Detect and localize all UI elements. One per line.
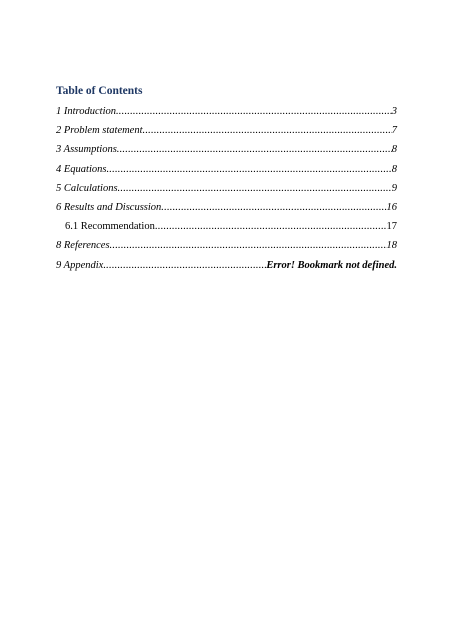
toc-entry-recommendation[interactable] (56, 217, 397, 236)
toc-page-number-error: Error! Bookmark not defined. (266, 259, 397, 271)
toc-entry-assumptions[interactable] (56, 140, 397, 159)
toc-dot-leader (117, 140, 392, 159)
toc-dot-leader (103, 256, 266, 275)
toc-page-number: 9 (391, 182, 397, 194)
toc-entry-appendix[interactable] (56, 256, 397, 275)
toc-page-number: 16 (386, 201, 397, 213)
toc-entry-title: 8 References (56, 240, 110, 252)
toc-dot-leader (155, 217, 387, 236)
toc-entry-title: 3 Assumptions (56, 144, 117, 156)
toc-dot-leader (106, 160, 391, 179)
toc-entry-title: 9 Appendix (56, 259, 104, 271)
toc-entry-title: 5 Calculations (56, 182, 118, 194)
toc-entry-references[interactable] (56, 236, 397, 255)
toc-dot-leader (110, 236, 387, 255)
toc-page-number: 8 (391, 144, 397, 156)
toc-entry-problem-statement[interactable] (56, 121, 397, 140)
toc-entry-title: 6.1 Recommendation (65, 221, 155, 233)
toc-dot-leader (118, 179, 392, 198)
toc-page-number: 17 (386, 221, 397, 233)
toc-entry-introduction[interactable] (56, 102, 397, 121)
toc-entry-calculations[interactable] (56, 179, 397, 198)
toc-entry-results-and-discussion[interactable] (56, 198, 397, 217)
toc-entry-equations[interactable] (56, 160, 397, 179)
toc-dot-leader (161, 198, 386, 217)
toc-entry-title: 6 Results and Discussion (56, 201, 162, 213)
toc-entry-title: 4 Equations (56, 163, 107, 175)
toc-heading: Table of Contents (56, 85, 143, 97)
toc-page-number: 8 (391, 163, 397, 175)
toc-dot-leader (116, 102, 392, 121)
toc-dot-leader (143, 121, 392, 140)
toc-page-number: 18 (386, 240, 397, 252)
toc-entry-title: 2 Problem statement (56, 125, 143, 137)
table-of-contents (56, 84, 397, 275)
toc-entry-title: 1 Introduction (56, 106, 116, 117)
toc-page-number: 3 (391, 106, 397, 117)
toc-page-number: 7 (391, 125, 397, 137)
